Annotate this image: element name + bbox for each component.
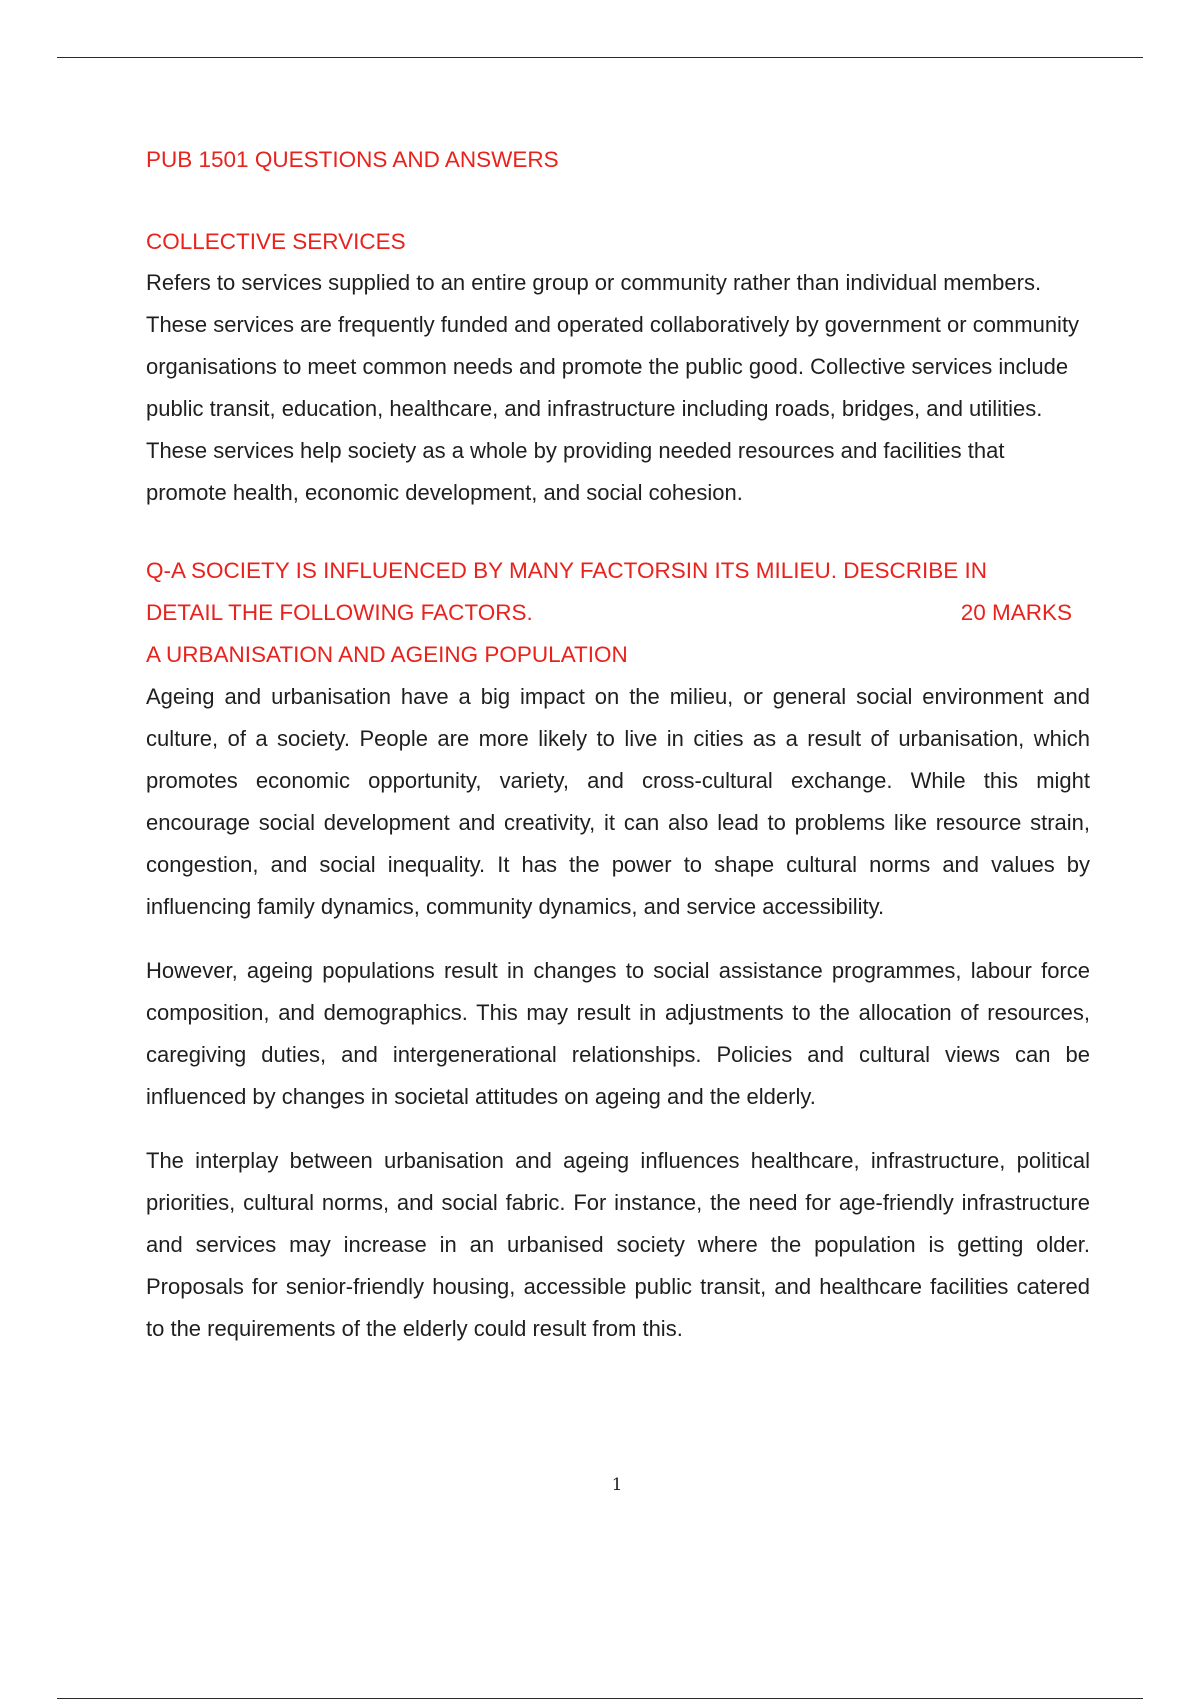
question-text-continued: DETAIL THE FOLLOWING FACTORS. xyxy=(146,600,533,625)
answer-paragraph: Ageing and urbanisation have a big impact on the milieu, or general social environment and culture, of a society. People are more likely to live in cities as a result of urbanisation, which promotes economic opportunity, variety, and cross-cultural exchange. While this might encourage social development and creativity, it can also lead to problems like resource strain, congestion, and social inequality. It has the power to shape cultural norms and values by influencing family dynamics, community dynamics, and service accessibility. xyxy=(146,684,1090,919)
page-number: 1 xyxy=(611,1475,623,1495)
subheading-urbanisation-ageing: A URBANISATION AND AGEING POPULATION xyxy=(146,642,628,667)
answer-paragraph: The interplay between urbanisation and ageing influences healthcare, infrastructure, political priorities, cultural norms, and social fabric. For instance, the need for age-friendly infrastructure and services may increase in an urbanised society where the population is getting older. Proposals for senior-friendly housing, accessible public transit, and healthcare facilities catered to the requirements of the elderly could result from this. xyxy=(146,1148,1090,1341)
page-content xyxy=(146,140,1090,1350)
section-heading-collective-services: COLLECTIVE SERVICES xyxy=(146,229,406,254)
answer-paragraph: However, ageing populations result in changes to social assistance programmes, labour force composition, and demographics. This may result in adjustments to the allocation of resources, caregiving duties, and intergenerational relationships. Policies and cultural views can be influenced by changes in societal attitudes on ageing and the elderly. xyxy=(146,958,1090,1109)
question-text: Q-A SOCIETY IS INFLUENCED BY MANY FACTORSIN ITS MILIEU. DESCRIBE IN xyxy=(146,558,988,583)
header-rule xyxy=(57,57,1143,58)
collective-services-paragraph: Refers to services supplied to an entire group or community rather than individual members. These services are frequently funded and operated collaboratively by government or community organisations to meet common needs and promote the public good. Collective services include public transit, education, healthcare, and infrastructure including roads, bridges, and utilities. These services help society as a whole by providing needed resources and facilities that promote health, economic development, and social cohesion. xyxy=(146,270,1080,505)
document-title: PUB 1501 QUESTIONS AND ANSWERS xyxy=(146,147,559,172)
footer-rule xyxy=(57,1698,1143,1699)
question-marks: 20 MARKS xyxy=(960,600,1072,625)
question-tail xyxy=(146,592,1090,634)
